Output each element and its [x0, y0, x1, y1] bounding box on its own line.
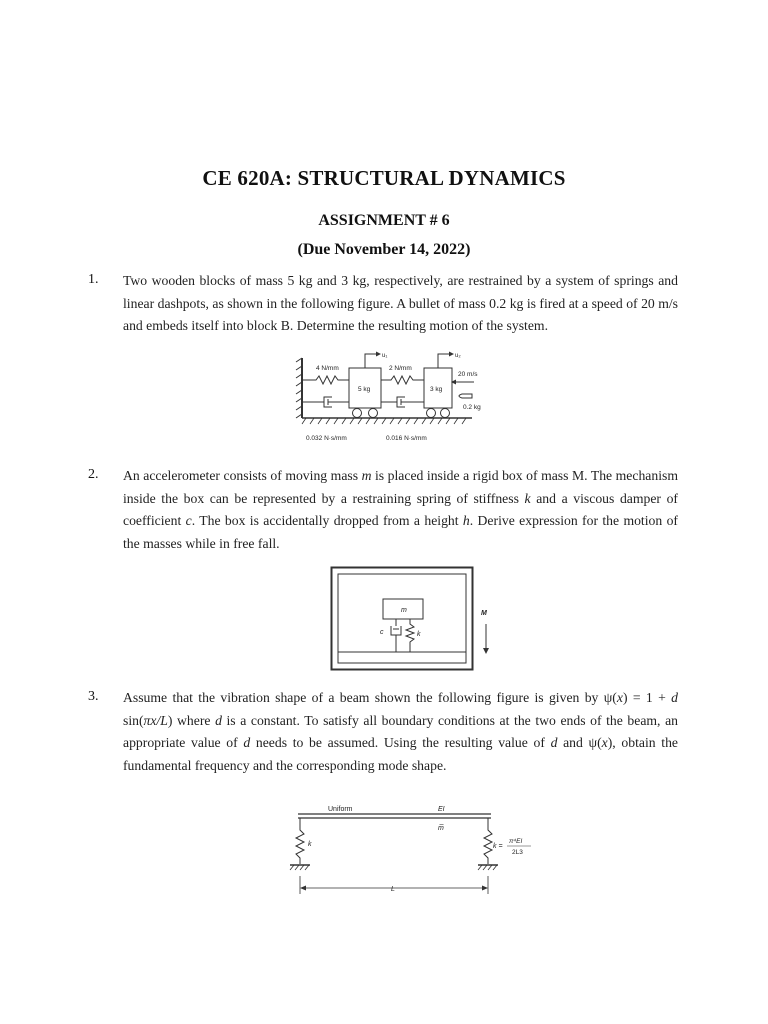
label-box-mass: M: [481, 610, 487, 617]
label-k-right: k =: [493, 843, 503, 850]
figure-beam-on-springs: [284, 802, 536, 898]
question-3-number: 3.: [88, 689, 99, 704]
question-1-text: Two wooden blocks of mass 5 kg and 3 kg, respectively, are restrained by a system of springs and linear dashpots, as shown in the following figure. A bullet of mass 0.2 kg is fired at a speed of 20 m/s and embeds itself into block B. Determine the resulting motion of the system.: [123, 273, 678, 333]
label-speed: 20 m/s: [458, 371, 478, 378]
label-damper-1: 0.032 N·s/mm: [306, 435, 347, 442]
label-c: c: [380, 629, 384, 636]
label-k: k: [417, 631, 421, 638]
question-2-number: 2.: [88, 467, 99, 482]
label-m: m: [401, 607, 407, 614]
question-3-text: Assume that the vibration shape of a beam shown the following figure is given by ψ(x) = 1 + d sin(πx/L) where d is a constant. To satisfy all boundary conditions at the two ends of the beam, an appropriate value of d needs to be assumed. Using the resulting value of d and ψ(x), obtain the fundamental frequency and the corresponding mode shape.: [123, 690, 678, 773]
assignment-number: ASSIGNMENT # 6: [318, 212, 450, 229]
label-uniform: Uniform: [328, 806, 353, 813]
label-spring-2: 2 N/mm: [389, 365, 412, 372]
document-title: CE 620A: STRUCTURAL DYNAMICS: [202, 166, 566, 190]
label-mass-5kg: 5 kg: [358, 386, 371, 393]
label-k-numerator: π⁴EI: [509, 838, 523, 845]
label-mass-3kg: 3 kg: [430, 386, 443, 393]
label-ei: EI: [438, 806, 445, 813]
figure-two-block-system: [286, 346, 486, 446]
label-damper-2: 0.016 N·s/mm: [386, 435, 427, 442]
question-1-number: 1.: [88, 272, 99, 287]
question-2-text: An accelerometer consists of moving mass m is placed inside a rigid box of mass M. The mechanism inside the box can be represented by a restraining spring of stiffness k and a viscous damper of coefficient c. The box is accidentally dropped from a height h. Derive expression for the motion of the masses while in free fall.: [123, 468, 678, 551]
label-u1: u₁: [382, 353, 388, 359]
label-k-left: k: [308, 841, 312, 848]
label-mbar: m̅: [438, 825, 444, 832]
label-spring-1: 4 N/mm: [316, 365, 339, 372]
label-u2: u₂: [455, 353, 461, 359]
label-k-denominator: 2L3: [512, 849, 523, 856]
label-bullet-mass: 0.2 kg: [463, 404, 481, 411]
label-length: L: [391, 886, 395, 893]
due-date: (Due November 14, 2022): [297, 241, 471, 258]
figure-accelerometer-box: [330, 566, 502, 674]
